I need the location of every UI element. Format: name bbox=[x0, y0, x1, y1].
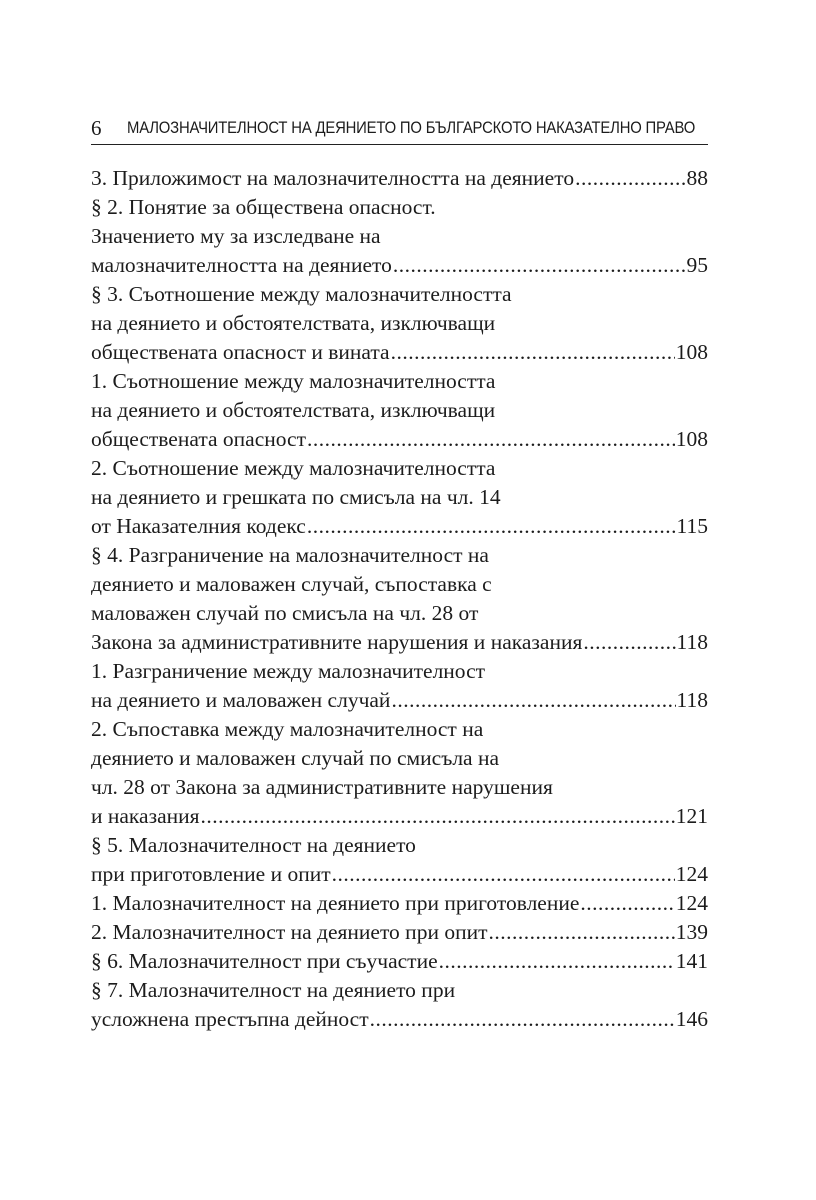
toc-entry bbox=[91, 976, 708, 1034]
toc-entry-last-line bbox=[91, 889, 708, 918]
running-header bbox=[91, 114, 708, 145]
toc-entry-text: 1. Съотношение между малозначителността bbox=[91, 369, 496, 393]
toc-page-number: 124 bbox=[675, 862, 708, 886]
toc-entry-text: обществената опасност bbox=[91, 427, 306, 451]
dot-leader bbox=[488, 918, 674, 947]
toc-entry bbox=[91, 918, 708, 947]
toc-entry-text: § 4. Разграничение на малозначителност на bbox=[91, 543, 489, 567]
toc-entry bbox=[91, 164, 708, 193]
dot-leader bbox=[439, 947, 675, 976]
toc-entry-text: при приготовление и опит bbox=[91, 862, 331, 886]
toc-entry-text: § 2. Понятие за обществена опасност. bbox=[91, 195, 436, 219]
toc-entry bbox=[91, 367, 708, 454]
toc-entry-text: § 7. Малозначителност на деянието при bbox=[91, 978, 456, 1002]
dot-leader bbox=[391, 338, 675, 367]
toc-entry-text: и наказания bbox=[91, 804, 200, 828]
toc-entry-last-line bbox=[91, 860, 708, 889]
toc-page-number: 124 bbox=[675, 891, 708, 915]
toc-entry-text: деянието и маловажен случай по смисъла на bbox=[91, 746, 500, 770]
toc-page-number: 108 bbox=[675, 427, 708, 451]
dot-leader bbox=[370, 1005, 675, 1034]
toc-page-number: 121 bbox=[675, 804, 708, 828]
dot-leader bbox=[307, 425, 675, 454]
toc-entry bbox=[91, 715, 708, 831]
toc-entry-text: § 6. Малозначителност при съучастие bbox=[91, 949, 438, 973]
toc-entry-text: от Наказателния кодекс bbox=[91, 514, 306, 538]
dot-leader bbox=[583, 628, 675, 657]
dot-leader bbox=[580, 889, 674, 918]
toc-entry bbox=[91, 454, 708, 541]
toc-entry-text: усложнена престъпна дейност bbox=[91, 1007, 369, 1031]
toc-entry bbox=[91, 947, 708, 976]
dot-leader bbox=[201, 802, 675, 831]
toc-page-number: 115 bbox=[676, 514, 708, 538]
dot-leader bbox=[575, 164, 685, 193]
toc-entry-text: 2. Малозначителност на деянието при опит bbox=[91, 920, 488, 944]
toc-page-number: 108 bbox=[675, 340, 708, 364]
page-number: 6 bbox=[91, 116, 102, 140]
dot-leader bbox=[391, 686, 675, 715]
toc-page-number: 141 bbox=[675, 949, 708, 973]
dot-leader bbox=[393, 251, 686, 280]
toc-entry-text: маловажен случай по смисъла на чл. 28 от bbox=[91, 601, 479, 625]
toc-entry bbox=[91, 657, 708, 715]
toc-entry-last-line bbox=[91, 251, 708, 280]
table-of-contents bbox=[91, 164, 708, 1034]
toc-entry-text: деянието и маловажен случай, съпоставка с bbox=[91, 572, 492, 596]
toc-entry bbox=[91, 541, 708, 657]
dot-leader bbox=[332, 860, 675, 889]
toc-entry-text: 2. Съпоставка между малозначителност на bbox=[91, 717, 484, 741]
toc-page-number: 118 bbox=[676, 688, 708, 712]
toc-entry-last-line bbox=[91, 686, 708, 715]
toc-entry-text: § 5. Малозначителност на деянието bbox=[91, 833, 416, 857]
toc-entry-last-line bbox=[91, 338, 708, 367]
toc-page-number: 118 bbox=[676, 630, 708, 654]
running-title: МАЛОЗНАЧИТЕЛНОСТ НА ДЕЯНИЕТО ПО БЪЛГАРСКОТО НАКАЗАТЕЛНО ПРАВО bbox=[127, 119, 696, 137]
toc-entry-last-line bbox=[91, 164, 708, 193]
toc-page-number: 146 bbox=[675, 1007, 708, 1031]
toc-entry-text: малозначителността на деянието bbox=[91, 253, 392, 277]
toc-entry-text: чл. 28 от Закона за административните нарушения bbox=[91, 775, 553, 799]
toc-entry-last-line bbox=[91, 1005, 708, 1034]
toc-entry bbox=[91, 280, 708, 367]
toc-entry-text: Значението му за изследване на bbox=[91, 224, 381, 248]
toc-entry-last-line bbox=[91, 628, 708, 657]
toc-entry-text: 1. Разграничение между малозначителност bbox=[91, 659, 486, 683]
toc-entry-last-line bbox=[91, 947, 708, 976]
toc-entry-text: § 3. Съотношение между малозначителността bbox=[91, 282, 512, 306]
toc-entry-last-line bbox=[91, 918, 708, 947]
toc-entry-text: 2. Съотношение между малозначителността bbox=[91, 456, 496, 480]
toc-entry-last-line bbox=[91, 802, 708, 831]
toc-entry-text: на деянието и маловажен случай bbox=[91, 688, 391, 712]
toc-entry-text: 3. Приложимост на малозначителността на деянието bbox=[91, 166, 575, 190]
toc-page-number: 88 bbox=[686, 166, 708, 190]
toc-entry bbox=[91, 889, 708, 918]
toc-entry-last-line bbox=[91, 425, 708, 454]
toc-entry-text: Закона за административните нарушения и наказания bbox=[91, 630, 583, 654]
toc-entry-last-line bbox=[91, 512, 708, 541]
toc-entry-text: 1. Малозначителност на деянието при приготовление bbox=[91, 891, 580, 915]
toc-entry-text: на деянието и обстоятелствата, изключващи bbox=[91, 311, 496, 335]
dot-leader bbox=[307, 512, 676, 541]
toc-page-number: 139 bbox=[675, 920, 708, 944]
toc-entry-text: на деянието и обстоятелствата, изключващи bbox=[91, 398, 496, 422]
toc-entry bbox=[91, 831, 708, 889]
toc-entry-text: обществената опасност и вината bbox=[91, 340, 390, 364]
toc-entry bbox=[91, 193, 708, 280]
toc-page-number: 95 bbox=[686, 253, 708, 277]
toc-entry-text: на деянието и грешката по смисъла на чл. 14 bbox=[91, 485, 501, 509]
